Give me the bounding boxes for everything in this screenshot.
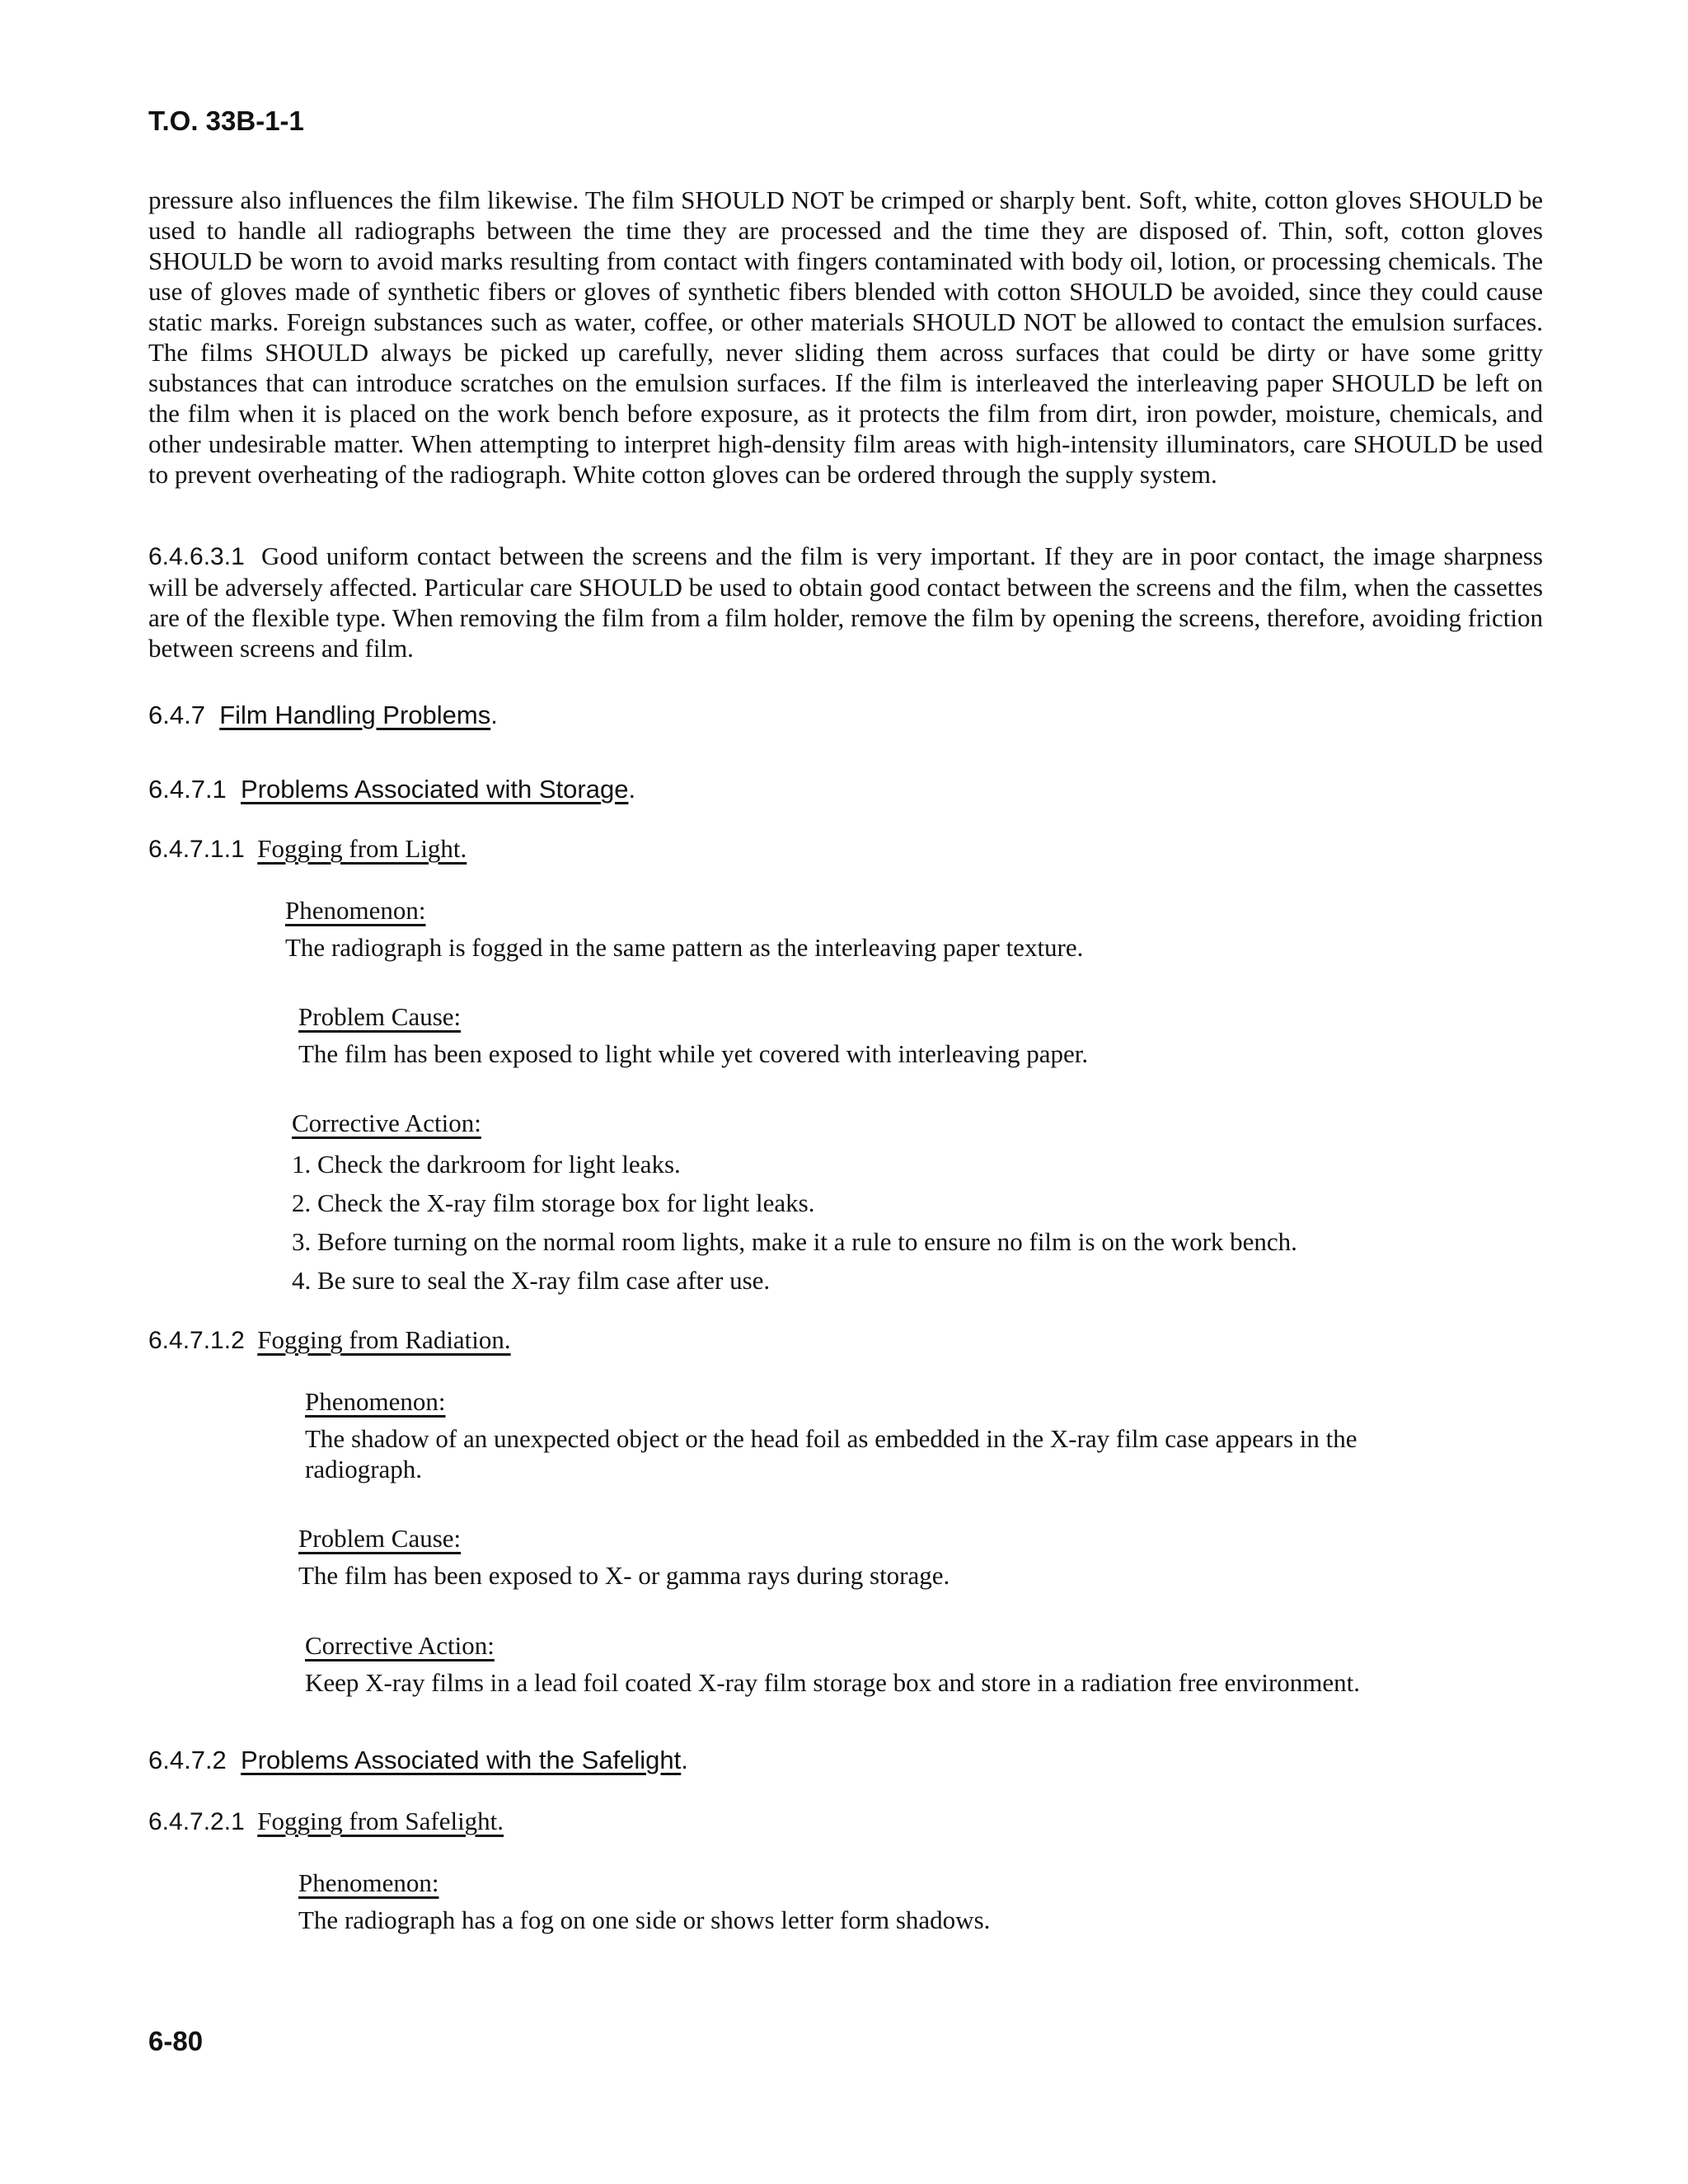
cause-text: The film has been exposed to X- or gamma rays during storage. (298, 1561, 950, 1590)
action-text: Keep X-ray films in a lead foil coated X-ray film storage box and store in a radiation free environment. (305, 1668, 1361, 1697)
phenomenon-label: Phenomenon: (305, 1387, 446, 1416)
phenomenon-text: The shadow of an unexpected object or the head foil as embedded in the X-ray film case appears in the (305, 1424, 1357, 1453)
phenomenon-text: The radiograph is fogged in the same pattern as the interleaving paper texture. (285, 933, 1084, 962)
paragraph-number: 6.4.6.3.1 (148, 543, 245, 570)
phenomenon-label: Phenomenon: (285, 896, 426, 925)
section-number: 6.4.7.2 (148, 1746, 227, 1774)
subsection-title: Fogging from Radiation. (257, 1325, 511, 1354)
cause-label: Problem Cause: (298, 1524, 462, 1553)
action-item: 1. Check the darkroom for light leaks. (292, 1150, 681, 1179)
subsection-number: 6.4.7.2.1 (148, 1808, 245, 1835)
subsection-heading-6-4-7-1-2 (148, 1325, 511, 1355)
section-heading-6-4-7-1 (148, 775, 635, 804)
action-block-radiation (305, 1630, 1360, 1698)
section-heading-6-4-7-2 (148, 1746, 688, 1775)
cause-block-light (298, 1001, 1088, 1069)
section-number: 6.4.7.1 (148, 775, 227, 804)
action-item: 3. Before turning on the normal room lights, make it a rule to ensure no film is on the work bench. (292, 1227, 1297, 1256)
action-block-light (292, 1108, 1297, 1300)
phenomenon-text-continued: radiograph. (305, 1455, 423, 1483)
phenomenon-text: The radiograph has a fog on one side or shows letter form shadows. (298, 1905, 991, 1934)
phenomenon-label: Phenomenon: (298, 1868, 439, 1897)
paragraph-text: Good uniform contact between the screens and the film is very important. If they are in poor contact, the image sharpness will be adversely affected. Particular care SHOULD be used to obtain good contact between the screens and the film, when the cassettes are of the flexible type. When removing the film from a film holder, remove the film by opening the screens, therefore, avoiding friction between screens and film. (148, 541, 1543, 663)
section-title: Problems Associated with Storage (241, 775, 629, 804)
section-title-period: . (490, 701, 498, 729)
subsection-heading-6-4-7-1-1 (148, 834, 467, 864)
document-id-header: T.O. 33B-1-1 (148, 105, 304, 136)
subsection-title: Fogging from Safelight. (257, 1807, 504, 1835)
section-number: 6.4.7 (148, 701, 205, 729)
subsection-title: Fogging from Light. (257, 834, 467, 863)
cause-text: The film has been exposed to light while yet covered with interleaving paper. (298, 1039, 1089, 1068)
phenomenon-block-safelight (298, 1868, 990, 1935)
action-label: Corrective Action: (305, 1631, 495, 1660)
cause-label: Problem Cause: (298, 1002, 462, 1031)
subsection-heading-6-4-7-2-1 (148, 1807, 504, 1836)
phenomenon-block-radiation (305, 1386, 1357, 1484)
section-title-period: . (681, 1746, 688, 1774)
subsection-number: 6.4.7.1.1 (148, 836, 245, 863)
action-item: 4. Be sure to seal the X-ray film case after use. (292, 1266, 771, 1295)
cause-block-radiation (298, 1523, 950, 1591)
section-title-period: . (628, 775, 636, 804)
section-title: Film Handling Problems (219, 701, 491, 729)
action-item: 2. Check the X-ray film storage box for light leaks. (292, 1188, 815, 1217)
intro-paragraph: pressure also influences the film likewise. The film SHOULD NOT be crimped or sharply bent. Soft, white, cotton gloves SHOULD be used to handle all radiographs between the time they are processed and the time they are disposed of. Thin, soft, cotton gloves SHOULD be worn to avoid marks resulting from contact with fingers contaminated with body oil, lotion, or processing chemicals. The use of gloves made of synthetic fibers or gloves of synthetic fibers blended with cotton SHOULD be avoided, since they could cause static marks. Foreign substances such as water, coffee, or other materials SHOULD NOT be allowed to contact the emulsion surfaces. The films SHOULD always be picked up carefully, never sliding them across surfaces that could be dirty or have some gritty substances that can introduce scratches on the emulsion surfaces. If the film is interleaved the interleaving paper SHOULD be left on the film when it is placed on the work bench before exposure, as it protects the film from dirt, iron powder, moisture, chemicals, and other undesirable matter. When attempting to interpret high-density film areas with high-intensity illuminators, care SHOULD be used to prevent overheating of the radiograph. White cotton gloves can be ordered through the supply system. (148, 185, 1543, 489)
action-label: Corrective Action: (292, 1108, 481, 1137)
paragraph-6-4-6-3-1 (148, 541, 1543, 663)
section-heading-6-4-7 (148, 701, 498, 730)
subsection-number: 6.4.7.1.2 (148, 1327, 245, 1354)
phenomenon-block-light (285, 895, 1083, 963)
page-number-footer: 6-80 (148, 2026, 204, 2056)
section-title: Problems Associated with the Safelight (241, 1746, 682, 1774)
